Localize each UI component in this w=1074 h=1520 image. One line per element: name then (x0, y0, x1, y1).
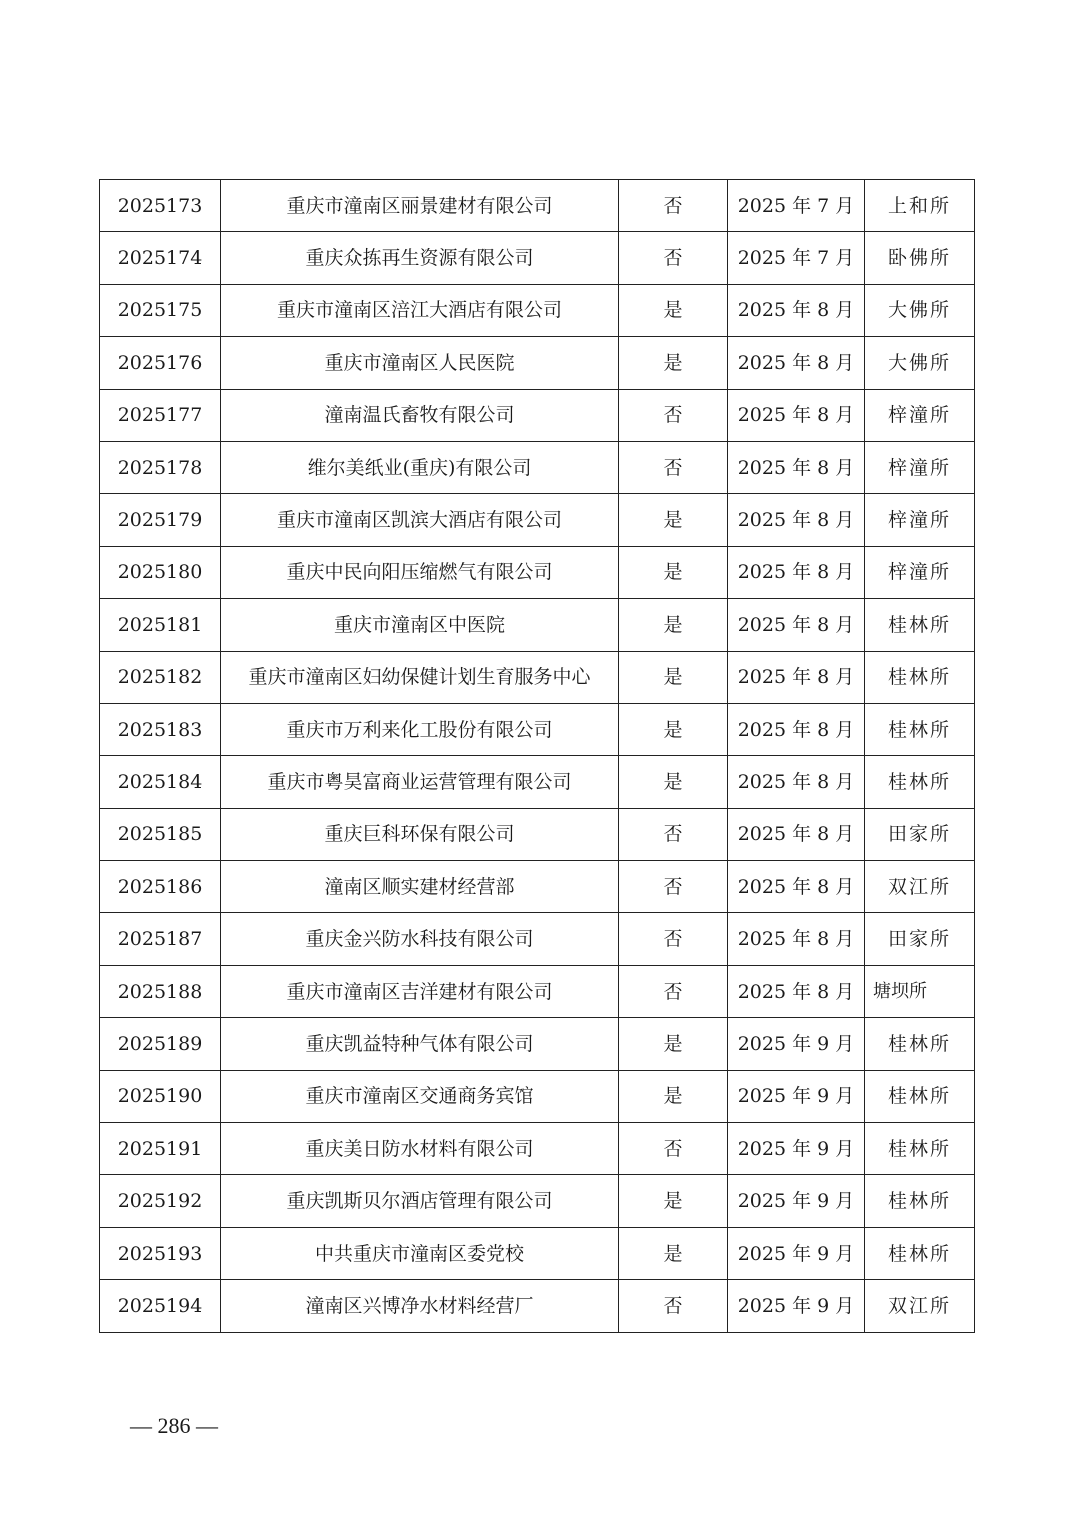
office-name: 桂林所 (865, 1175, 975, 1227)
office-name: 桂林所 (865, 1070, 975, 1122)
record-id: 2025190 (100, 1070, 221, 1122)
record-date: 2025 年 8 月 (728, 494, 865, 546)
yes-no-flag: 否 (619, 232, 728, 284)
table-row (100, 546, 975, 598)
yes-no-flag: 是 (619, 756, 728, 808)
table-row (100, 651, 975, 703)
record-id: 2025174 (100, 232, 221, 284)
record-id: 2025177 (100, 389, 221, 441)
yes-no-flag: 是 (619, 1175, 728, 1227)
yes-no-flag: 是 (619, 546, 728, 598)
yes-no-flag: 是 (619, 494, 728, 546)
company-name: 维尔美纸业(重庆)有限公司 (221, 441, 619, 493)
record-date: 2025 年 8 月 (728, 337, 865, 389)
record-id: 2025186 (100, 861, 221, 913)
company-name: 重庆市潼南区交通商务宾馆 (221, 1070, 619, 1122)
office-name: 双江所 (865, 861, 975, 913)
company-name: 重庆凯益特种气体有限公司 (221, 1018, 619, 1070)
yes-no-flag: 是 (619, 1227, 728, 1279)
record-id: 2025181 (100, 599, 221, 651)
company-name: 重庆众拣再生资源有限公司 (221, 232, 619, 284)
yes-no-flag: 否 (619, 1123, 728, 1175)
record-date: 2025 年 8 月 (728, 389, 865, 441)
table-row (100, 1227, 975, 1279)
yes-no-flag: 否 (619, 808, 728, 860)
yes-no-flag: 是 (619, 284, 728, 336)
record-date: 2025 年 8 月 (728, 965, 865, 1017)
record-date: 2025 年 8 月 (728, 284, 865, 336)
table-row (100, 232, 975, 284)
record-date: 2025 年 9 月 (728, 1227, 865, 1279)
office-name: 上和所 (865, 180, 975, 232)
company-name: 重庆市粤昊富商业运营管理有限公司 (221, 756, 619, 808)
table-row (100, 1280, 975, 1332)
table-row (100, 180, 975, 232)
office-name: 田家所 (865, 913, 975, 965)
record-date: 2025 年 7 月 (728, 232, 865, 284)
yes-no-flag: 是 (619, 599, 728, 651)
table-row (100, 284, 975, 336)
table-row (100, 1070, 975, 1122)
yes-no-flag: 否 (619, 1280, 728, 1332)
yes-no-flag: 是 (619, 703, 728, 755)
record-date: 2025 年 8 月 (728, 651, 865, 703)
yes-no-flag: 是 (619, 651, 728, 703)
company-name: 重庆美日防水材料有限公司 (221, 1123, 619, 1175)
company-name: 重庆中民向阳压缩燃气有限公司 (221, 546, 619, 598)
table-row (100, 913, 975, 965)
records-table (99, 179, 975, 1333)
company-name: 重庆市潼南区中医院 (221, 599, 619, 651)
record-date: 2025 年 8 月 (728, 441, 865, 493)
company-name: 重庆市潼南区妇幼保健计划生育服务中心 (221, 651, 619, 703)
record-date: 2025 年 8 月 (728, 756, 865, 808)
company-name: 潼南温氏畜牧有限公司 (221, 389, 619, 441)
record-id: 2025180 (100, 546, 221, 598)
office-name: 梓潼所 (865, 441, 975, 493)
yes-no-flag: 否 (619, 180, 728, 232)
office-name: 梓潼所 (865, 389, 975, 441)
record-id: 2025194 (100, 1280, 221, 1332)
office-name: 大佛所 (865, 337, 975, 389)
company-name: 重庆市潼南区凯滨大酒店有限公司 (221, 494, 619, 546)
record-date: 2025 年 9 月 (728, 1018, 865, 1070)
record-id: 2025193 (100, 1227, 221, 1279)
table-row (100, 599, 975, 651)
company-name: 中共重庆市潼南区委党校 (221, 1227, 619, 1279)
record-id: 2025187 (100, 913, 221, 965)
record-date: 2025 年 9 月 (728, 1175, 865, 1227)
record-id: 2025179 (100, 494, 221, 546)
table-row (100, 1018, 975, 1070)
yes-no-flag: 否 (619, 913, 728, 965)
record-id: 2025185 (100, 808, 221, 860)
record-id: 2025175 (100, 284, 221, 336)
record-id: 2025178 (100, 441, 221, 493)
yes-no-flag: 否 (619, 441, 728, 493)
office-name: 桂林所 (865, 1227, 975, 1279)
record-id: 2025192 (100, 1175, 221, 1227)
record-date: 2025 年 9 月 (728, 1123, 865, 1175)
table-row (100, 861, 975, 913)
record-date: 2025 年 8 月 (728, 808, 865, 860)
company-name: 重庆巨科环保有限公司 (221, 808, 619, 860)
company-name: 重庆市潼南区人民医院 (221, 337, 619, 389)
office-name: 塘坝所 (865, 965, 975, 1017)
table-row (100, 1175, 975, 1227)
record-date: 2025 年 9 月 (728, 1280, 865, 1332)
record-id: 2025184 (100, 756, 221, 808)
yes-no-flag: 否 (619, 389, 728, 441)
office-name: 桂林所 (865, 703, 975, 755)
record-id: 2025182 (100, 651, 221, 703)
office-name: 桂林所 (865, 599, 975, 651)
table-row (100, 808, 975, 860)
table-row (100, 756, 975, 808)
office-name: 田家所 (865, 808, 975, 860)
record-date: 2025 年 8 月 (728, 546, 865, 598)
record-date: 2025 年 7 月 (728, 180, 865, 232)
record-date: 2025 年 8 月 (728, 599, 865, 651)
table-row (100, 441, 975, 493)
records-body (100, 180, 975, 1333)
record-date: 2025 年 9 月 (728, 1070, 865, 1122)
table-row (100, 337, 975, 389)
record-id: 2025191 (100, 1123, 221, 1175)
record-date: 2025 年 8 月 (728, 913, 865, 965)
record-date: 2025 年 8 月 (728, 703, 865, 755)
office-name: 梓潼所 (865, 494, 975, 546)
record-id: 2025188 (100, 965, 221, 1017)
company-name: 潼南区顺实建材经营部 (221, 861, 619, 913)
table-row (100, 703, 975, 755)
table-row (100, 389, 975, 441)
office-name: 桂林所 (865, 651, 975, 703)
page-number: — 286 — (130, 1413, 218, 1438)
yes-no-flag: 是 (619, 1070, 728, 1122)
table-row (100, 965, 975, 1017)
yes-no-flag: 是 (619, 1018, 728, 1070)
office-name: 桂林所 (865, 756, 975, 808)
yes-no-flag: 是 (619, 337, 728, 389)
office-name: 双江所 (865, 1280, 975, 1332)
company-name: 重庆市潼南区吉洋建材有限公司 (221, 965, 619, 1017)
company-name: 重庆凯斯贝尔酒店管理有限公司 (221, 1175, 619, 1227)
office-name: 梓潼所 (865, 546, 975, 598)
yes-no-flag: 否 (619, 861, 728, 913)
table-row (100, 1123, 975, 1175)
record-date: 2025 年 8 月 (728, 861, 865, 913)
yes-no-flag: 否 (619, 965, 728, 1017)
record-id: 2025176 (100, 337, 221, 389)
office-name: 桂林所 (865, 1123, 975, 1175)
record-id: 2025173 (100, 180, 221, 232)
record-id: 2025189 (100, 1018, 221, 1070)
office-name: 桂林所 (865, 1018, 975, 1070)
company-name: 潼南区兴博净水材料经营厂 (221, 1280, 619, 1332)
office-name: 大佛所 (865, 284, 975, 336)
company-name: 重庆市潼南区丽景建材有限公司 (221, 180, 619, 232)
company-name: 重庆市万利来化工股份有限公司 (221, 703, 619, 755)
table-row (100, 494, 975, 546)
record-id: 2025183 (100, 703, 221, 755)
office-name: 卧佛所 (865, 232, 975, 284)
company-name: 重庆金兴防水科技有限公司 (221, 913, 619, 965)
company-name: 重庆市潼南区涪江大酒店有限公司 (221, 284, 619, 336)
